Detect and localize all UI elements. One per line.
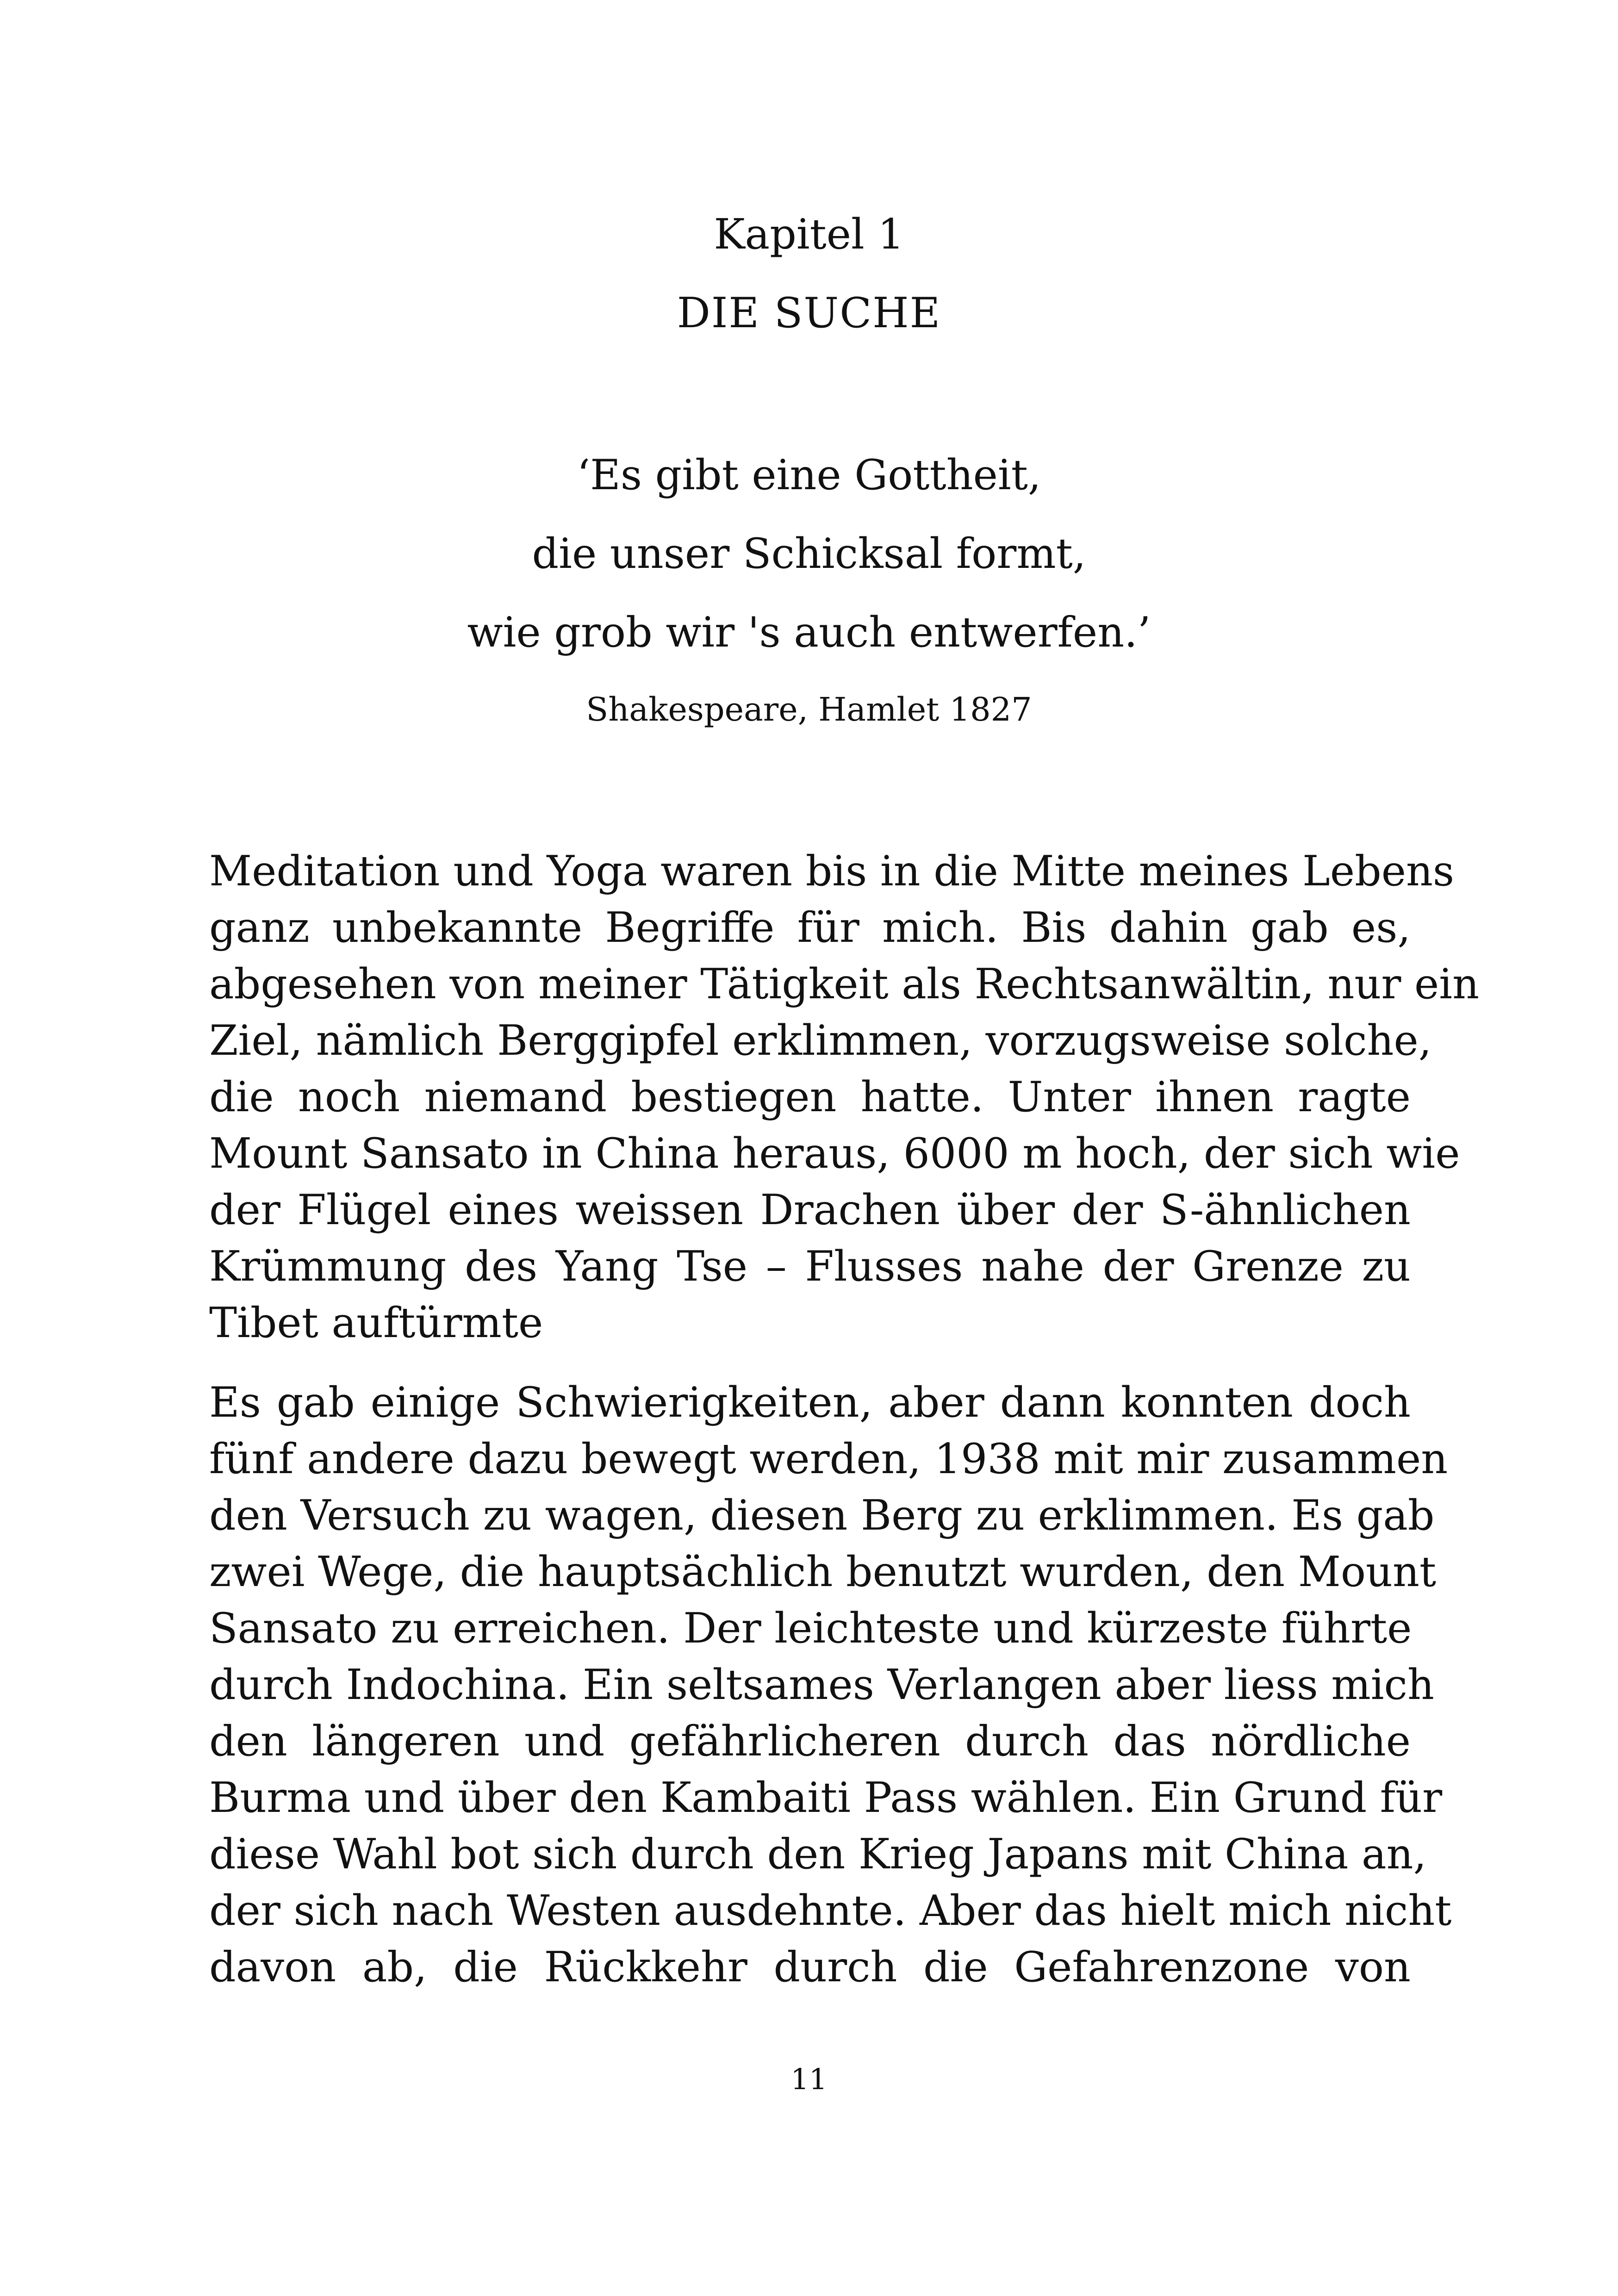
text-line: zwei Wege, die hauptsächlich benutzt wurden, den Mount (209, 1548, 1437, 1596)
epigraph-line: die unser Schicksal formt, (532, 529, 1086, 578)
text-line: Meditation und Yoga waren bis in die Mitte meines Lebens (209, 847, 1455, 896)
text-line: abgesehen von meiner Tätigkeit als Rechtsanwältin, nur ein (209, 960, 1480, 1008)
chapter-label: Kapitel 1 (714, 210, 904, 259)
text-line: Mount Sansato in China heraus, 6000 m hoch, der sich wie (209, 1129, 1460, 1178)
text-line: die noch niemand bestiegen hatte. Unter ihnen ragte (209, 1073, 1411, 1121)
text-line: Sansato zu erreichen. Der leichteste und kürzeste führte (209, 1604, 1412, 1653)
chapter-title: DIE SUCHE (677, 289, 941, 337)
text-line: Tibet auftürmte (209, 1299, 543, 1347)
text-line: der Flügel eines weissen Drachen über der S-ähnlichen (209, 1186, 1411, 1234)
text-line: den Versuch zu wagen, diesen Berg zu erklimmen. Es gab (209, 1491, 1435, 1540)
page-number: 11 (790, 2062, 828, 2096)
epigraph-line: ‘Es gibt eine Gottheit, (577, 451, 1041, 499)
text-line: Krümmung des Yang Tse – Flusses nahe der Grenze zu (209, 1242, 1411, 1291)
text-line: durch Indochina. Ein seltsames Verlangen aber liess mich (209, 1661, 1434, 1709)
text-line: diese Wahl bot sich durch den Krieg Japans mit China an, (209, 1830, 1427, 1879)
text-line: davon ab, die Rückkehr durch die Gefahrenzone von (209, 1943, 1411, 1991)
text-line: den längeren und gefährlicheren durch das nördliche (209, 1717, 1411, 1766)
text-line: fünf andere dazu bewegt werden, 1938 mit mir zusammen (209, 1435, 1448, 1483)
text-line: der sich nach Westen ausdehnte. Aber das hielt mich nicht (209, 1886, 1452, 1935)
epigraph-line: wie grob wir 's auch entwerfen.’ (467, 608, 1151, 657)
text-line: Ziel, nämlich Berggipfel erklimmen, vorzugsweise solche, (209, 1016, 1432, 1065)
text-line: Burma und über den Kambaiti Pass wählen. Ein Grund für (209, 1773, 1443, 1822)
text-line: ganz unbekannte Begriffe für mich. Bis dahin gab es, (209, 903, 1411, 952)
text-line: Es gab einige Schwierigkeiten, aber dann konnten doch (209, 1378, 1411, 1427)
epigraph-attribution: Shakespeare, Hamlet 1827 (586, 691, 1032, 728)
